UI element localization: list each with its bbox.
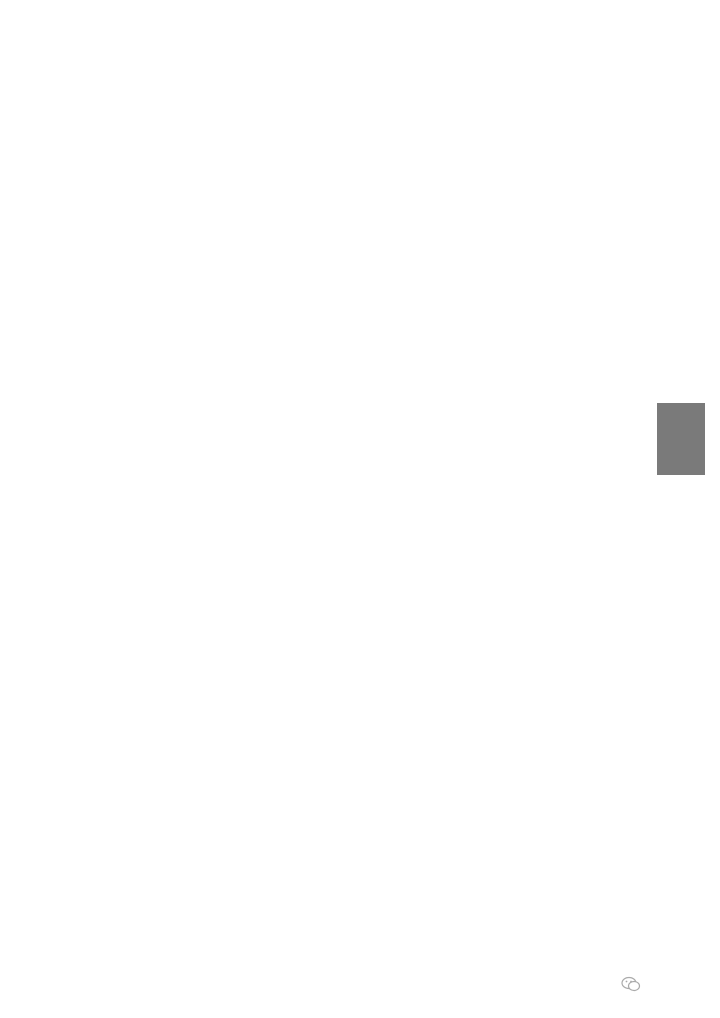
wechat-icon [621,976,641,992]
watermark [621,976,645,992]
chapter-gap [76,124,644,143]
part-side-tab [657,403,705,475]
table-of-contents [76,124,644,181]
chapter-gap [76,162,644,181]
chapter-gap [76,143,644,162]
